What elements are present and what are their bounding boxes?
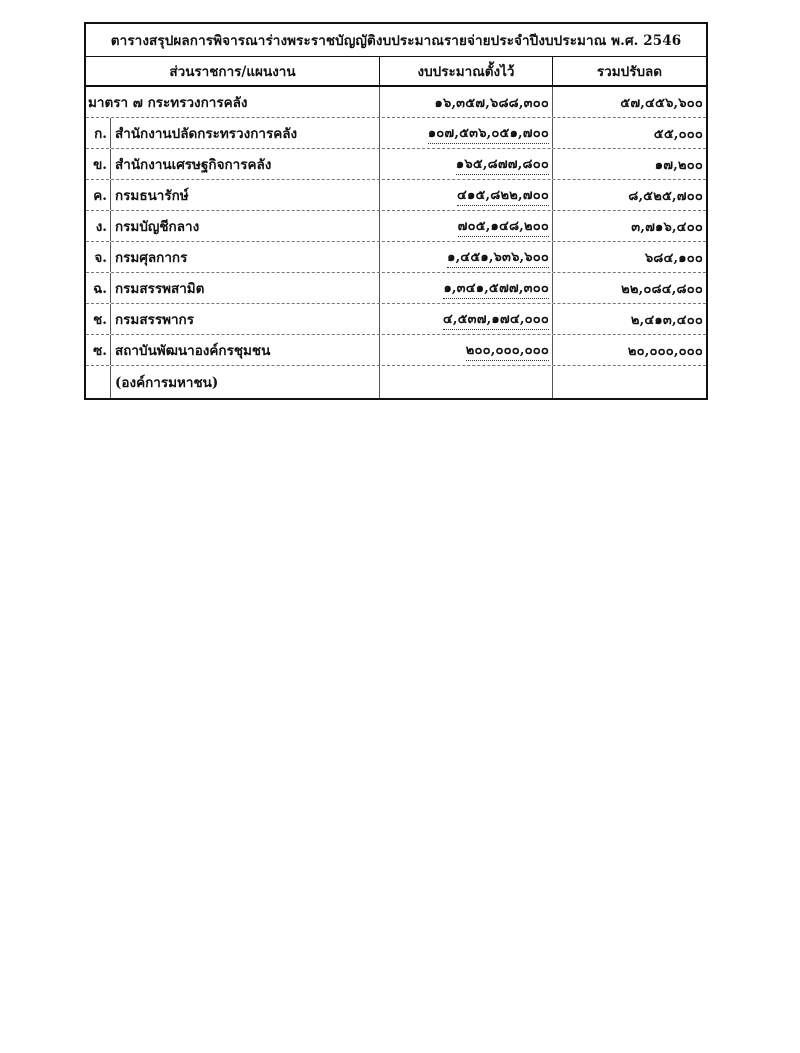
table-row [86, 87, 706, 118]
budget-value: ๑๖,๓๕๗,๖๘๘,๓๐๐ [434, 95, 549, 111]
row-budget [380, 211, 553, 241]
row-name [86, 335, 380, 365]
row-marker: ค. [93, 188, 107, 204]
row-budget [380, 304, 553, 334]
row-budget [380, 118, 553, 148]
row-name [86, 211, 380, 241]
table-row [86, 366, 706, 398]
row-cut [553, 304, 706, 334]
table-row [86, 180, 706, 211]
row-marker: ช. [93, 312, 107, 328]
row-budget [380, 273, 553, 303]
budget-value: ๑๐๗,๕๓๖,๐๕๑,๗๐๐ [428, 122, 549, 144]
cut-value: ๒,๔๑๓,๔๐๐ [630, 312, 703, 328]
table-row [86, 211, 706, 242]
table-row [86, 335, 706, 366]
row-name [86, 180, 380, 210]
row-name [86, 149, 380, 179]
row-cut [553, 273, 706, 303]
cut-value: ๖๘๔,๑๐๐ [644, 250, 703, 266]
column-header-unit: ส่วนราชการ/แผนงาน [86, 57, 380, 85]
row-label: สำนักงานเศรษฐกิจการคลัง [115, 157, 272, 173]
cut-value: ๕๕,๐๐๐ [653, 126, 703, 142]
row-name [86, 304, 380, 334]
cut-value: ๒๐,๐๐๐,๐๐๐ [627, 343, 703, 359]
row-label: มาตรา ๗ กระทรวงการคลัง [88, 95, 248, 111]
budget-value: ๒๐๐,๐๐๐,๐๐๐ [466, 339, 549, 361]
row-cut [553, 242, 706, 272]
row-marker: จ. [94, 250, 107, 266]
budget-value: ๔,๕๓๗,๑๗๔,๐๐๐ [443, 308, 549, 330]
row-marker: ซ. [93, 343, 107, 359]
table-title: ตารางสรุปผลการพิจารณาร่างพระราชบัญญัติงบประมาณรายจ่ายประจำปีงบประมาณ พ.ศ. 2546 [86, 24, 706, 57]
table-row [86, 242, 706, 273]
row-budget [380, 87, 553, 117]
row-marker: ก. [94, 126, 107, 142]
row-label: สถาบันพัฒนาองค์กรชุมชน [115, 343, 271, 359]
budget-value: ๗๐๕,๑๔๘,๒๐๐ [458, 215, 549, 237]
cut-value: ๕๗,๔๕๖,๖๐๐ [620, 95, 703, 111]
budget-value: ๑๖๕,๘๗๗,๘๐๐ [456, 153, 549, 175]
table-row [86, 273, 706, 304]
row-marker: ง. [95, 219, 107, 235]
row-budget [380, 242, 553, 272]
row-label: กรมสรรพสามิต [115, 281, 205, 297]
row-budget [380, 366, 553, 398]
cut-value: ๑๗,๒๐๐ [654, 157, 703, 173]
table-row [86, 118, 706, 149]
row-name [86, 87, 380, 117]
row-cut [553, 335, 706, 365]
row-marker: ฉ. [93, 281, 107, 297]
column-header-budget: งบประมาณตั้งไว้ [380, 57, 553, 85]
cut-value: ๒๒,๐๘๔,๘๐๐ [621, 281, 703, 297]
cut-value: ๘,๕๒๕,๗๐๐ [628, 188, 703, 204]
row-budget [380, 149, 553, 179]
budget-value: ๑,๓๔๑,๕๗๗,๓๐๐ [443, 277, 549, 299]
row-cut [553, 149, 706, 179]
row-cut [553, 366, 706, 398]
row-cut [553, 118, 706, 148]
cut-value: ๓,๗๑๖,๔๐๐ [631, 219, 703, 235]
row-label: (องค์การมหาชน) [115, 375, 219, 391]
row-label: กรมธนารักษ์ [115, 188, 189, 204]
column-header-cut: รวมปรับลด [596, 64, 663, 80]
table-row [86, 149, 706, 180]
row-label: กรมสรรพากร [115, 312, 194, 328]
row-name [86, 366, 380, 398]
row-budget [380, 180, 553, 210]
header-row [86, 57, 706, 87]
row-name [86, 118, 380, 148]
row-label: สำนักงานปลัดกระทรวงการคลัง [115, 126, 298, 142]
row-label: กรมศุลกากร [115, 250, 188, 266]
budget-value: ๔๑๕,๘๒๒,๗๐๐ [457, 184, 549, 206]
row-cut [553, 211, 706, 241]
row-name [86, 273, 380, 303]
row-cut [553, 180, 706, 210]
summary-table [84, 22, 708, 400]
row-marker: ข. [93, 157, 107, 173]
table-row [86, 304, 706, 335]
row-budget [380, 335, 553, 365]
row-label: กรมบัญชีกลาง [115, 219, 200, 235]
budget-value: ๑,๔๕๑,๖๓๖,๖๐๐ [447, 246, 549, 268]
row-cut [553, 87, 706, 117]
row-name [86, 242, 380, 272]
